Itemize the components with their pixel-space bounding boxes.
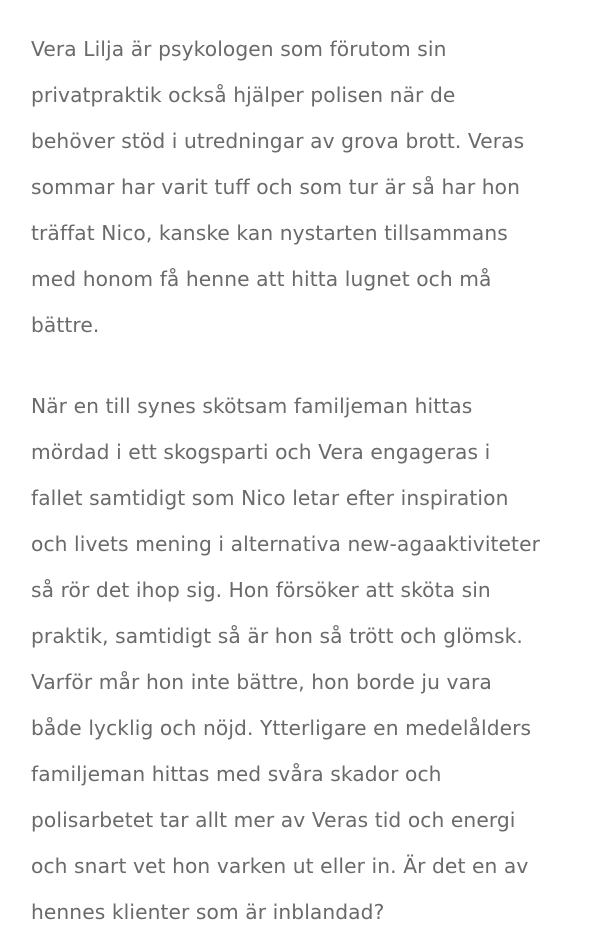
- text-line: träffat Nico, kanske kan nystarten tillsammans: [31, 221, 508, 245]
- text-line: privatpraktik också hjälper polisen när de: [31, 83, 456, 107]
- text-line: bättre.: [31, 313, 100, 337]
- text-line: När en till synes skötsam familjeman hittas: [31, 394, 473, 418]
- text-line: mördad i ett skogsparti och Vera engageras i: [31, 440, 491, 464]
- text-line: så rör det ihop sig. Hon försöker att sköta sin: [31, 578, 491, 602]
- text-line: polisarbetet tar allt mer av Veras tid och energi: [31, 808, 516, 832]
- paragraph-plot: [31, 383, 591, 935]
- text-line: hennes klienter som är inblandad?: [31, 900, 385, 924]
- text-line: och livets mening i alternativa new-agaaktiviteter: [31, 532, 540, 556]
- paragraph-spacer: [31, 348, 591, 383]
- text-line: familjeman hittas med svåra skador och: [31, 762, 442, 786]
- article-body: [31, 26, 591, 935]
- text-line: med honom få henne att hitta lugnet och må: [31, 267, 492, 291]
- text-line: Vera Lilja är psykologen som förutom sin: [31, 37, 447, 61]
- paragraph-intro: [31, 26, 591, 348]
- text-line: praktik, samtidigt så är hon så trött och glömsk.: [31, 624, 523, 648]
- text-line: fallet samtidigt som Nico letar efter inspiration: [31, 486, 509, 510]
- text-line: sommar har varit tuff och som tur är så har hon: [31, 175, 521, 199]
- text-line: Varför mår hon inte bättre, hon borde ju vara: [31, 670, 492, 694]
- text-line: och snart vet hon varken ut eller in. Är det en av: [31, 854, 529, 878]
- text-line: både lycklig och nöjd. Ytterligare en medelålders: [31, 716, 532, 740]
- text-line: behöver stöd i utredningar av grova brott. Veras: [31, 129, 525, 153]
